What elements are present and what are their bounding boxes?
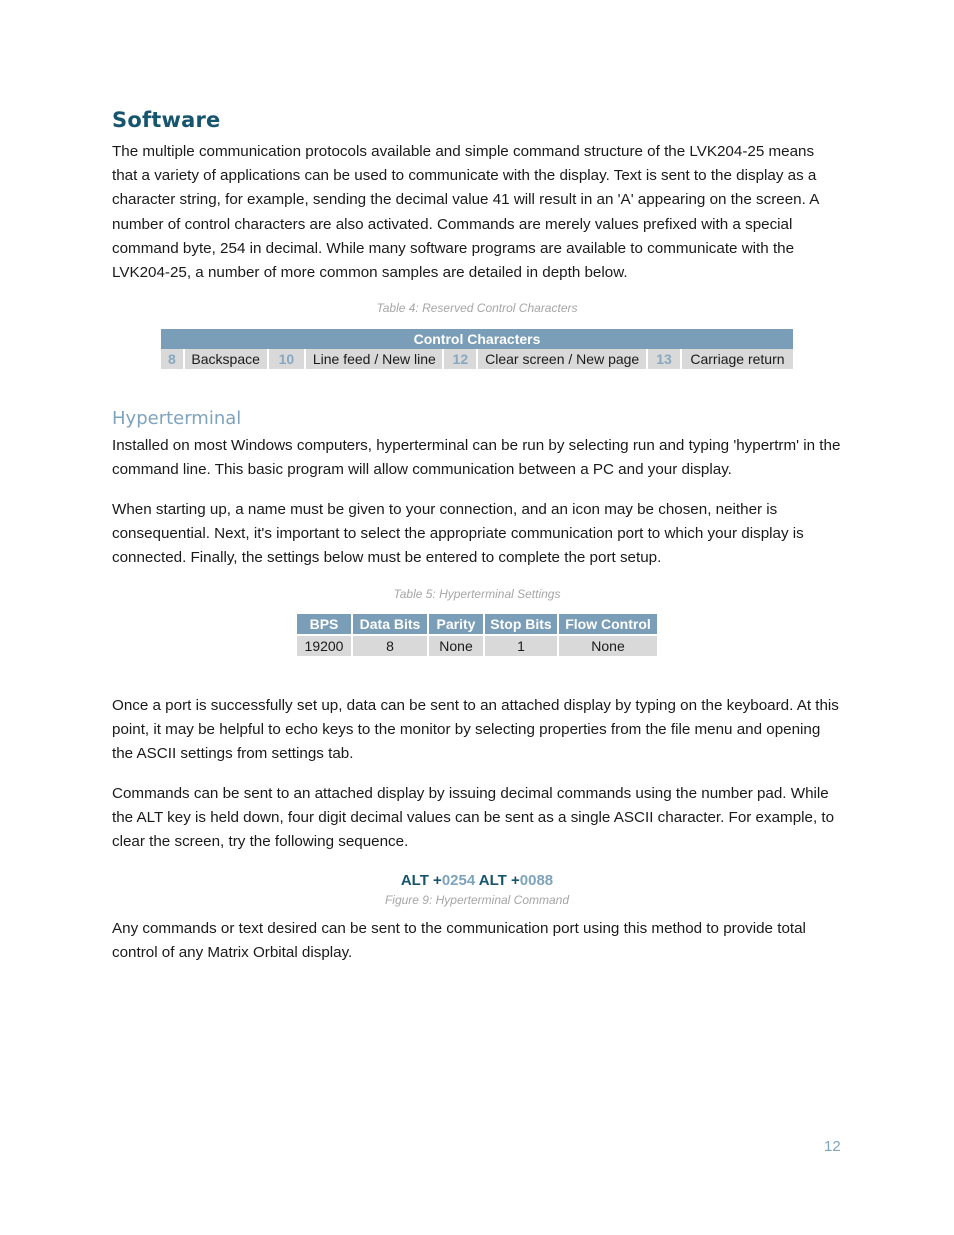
table5-header: Flow Control <box>558 614 657 635</box>
control-char-code: 8 <box>161 349 184 369</box>
table5-header: BPS <box>297 614 352 635</box>
table5-cell: 1 <box>484 635 558 656</box>
hyperterminal-paragraph-3: Once a port is successfully set up, data can be sent to an attached display by typing on the keyboard. At this point, it may be helpful to echo keys to the monitor by selecting properties from the file menu and opening the ASCII settings from settings tab. <box>112 697 839 763</box>
intro-paragraph: The multiple communication protocols available and simple command structure of the LVK204-25 means that a variety of applications can be used to communicate with the display. Text is sent to the display as a character string, for example, sending the decimal value 41 will result in an 'A' appearing on the screen. A number of control characters are also activated. Commands are merely values prefixed with a special command byte, 254 in decimal. While many software programs are available to communicate with the LVK204-25, a number of more common samples are detailed in depth below. <box>112 143 819 282</box>
control-characters-table <box>161 329 793 369</box>
command-value: 0254 <box>441 872 476 889</box>
subsection-title: Hyperterminal <box>112 408 242 429</box>
control-char-label: Carriage return <box>681 349 793 369</box>
hyperterminal-paragraph-1: Installed on most Windows computers, hyperterminal can be run by selecting run and typing 'hypertrm' in the command line. This basic program will allow communication between a PC and your display. <box>112 437 841 479</box>
command-key: ALT + <box>400 872 442 889</box>
table5-header: Parity <box>428 614 484 635</box>
table5-header: Data Bits <box>352 614 428 635</box>
control-char-label: Line feed / New line <box>305 349 443 369</box>
control-char-label: Clear screen / New page <box>477 349 647 369</box>
closing-paragraph: Any commands or text desired can be sent to the communication port using this method to provide total control of any Matrix Orbital display. <box>112 920 806 962</box>
hyperterminal-paragraph-4: Commands can be sent to an attached display by issuing decimal commands using the number pad. While the ALT key is held down, four digit decimal values can be sent as a single ASCII character. For example, to clear the screen, try the following sequence. <box>112 785 835 851</box>
figure9-caption: Figure 9: Hyperterminal Command <box>384 893 570 907</box>
table4-header: Control Characters <box>161 329 793 349</box>
hyperterminal-settings-table <box>297 614 657 656</box>
table-row <box>161 349 793 369</box>
control-char-label: Backspace <box>184 349 268 369</box>
command-key: ALT + <box>475 872 520 889</box>
control-char-code: 12 <box>443 349 477 369</box>
table5-header: Stop Bits <box>484 614 558 635</box>
table5-cell: None <box>558 635 657 656</box>
control-char-code: 13 <box>647 349 681 369</box>
table5-cell: 8 <box>352 635 428 656</box>
section-title: Software <box>112 108 221 132</box>
hyperterminal-command <box>112 872 842 889</box>
command-value: 0088 <box>519 872 554 889</box>
page-number: 12 <box>824 1138 841 1155</box>
table5-cell: None <box>428 635 484 656</box>
table5-caption: Table 5: Hyperterminal Settings <box>393 587 561 601</box>
table5-cell: 19200 <box>297 635 352 656</box>
control-char-code: 10 <box>268 349 306 369</box>
table4-caption: Table 4: Reserved Control Characters <box>376 301 578 315</box>
hyperterminal-paragraph-2: When starting up, a name must be given to your connection, and an icon may be chosen, neither is consequential. Next, it's important to select the appropriate communication port to which your display is connected. Finally, the settings below must be entered to complete the port setup. <box>112 501 804 567</box>
table-row <box>297 635 657 656</box>
